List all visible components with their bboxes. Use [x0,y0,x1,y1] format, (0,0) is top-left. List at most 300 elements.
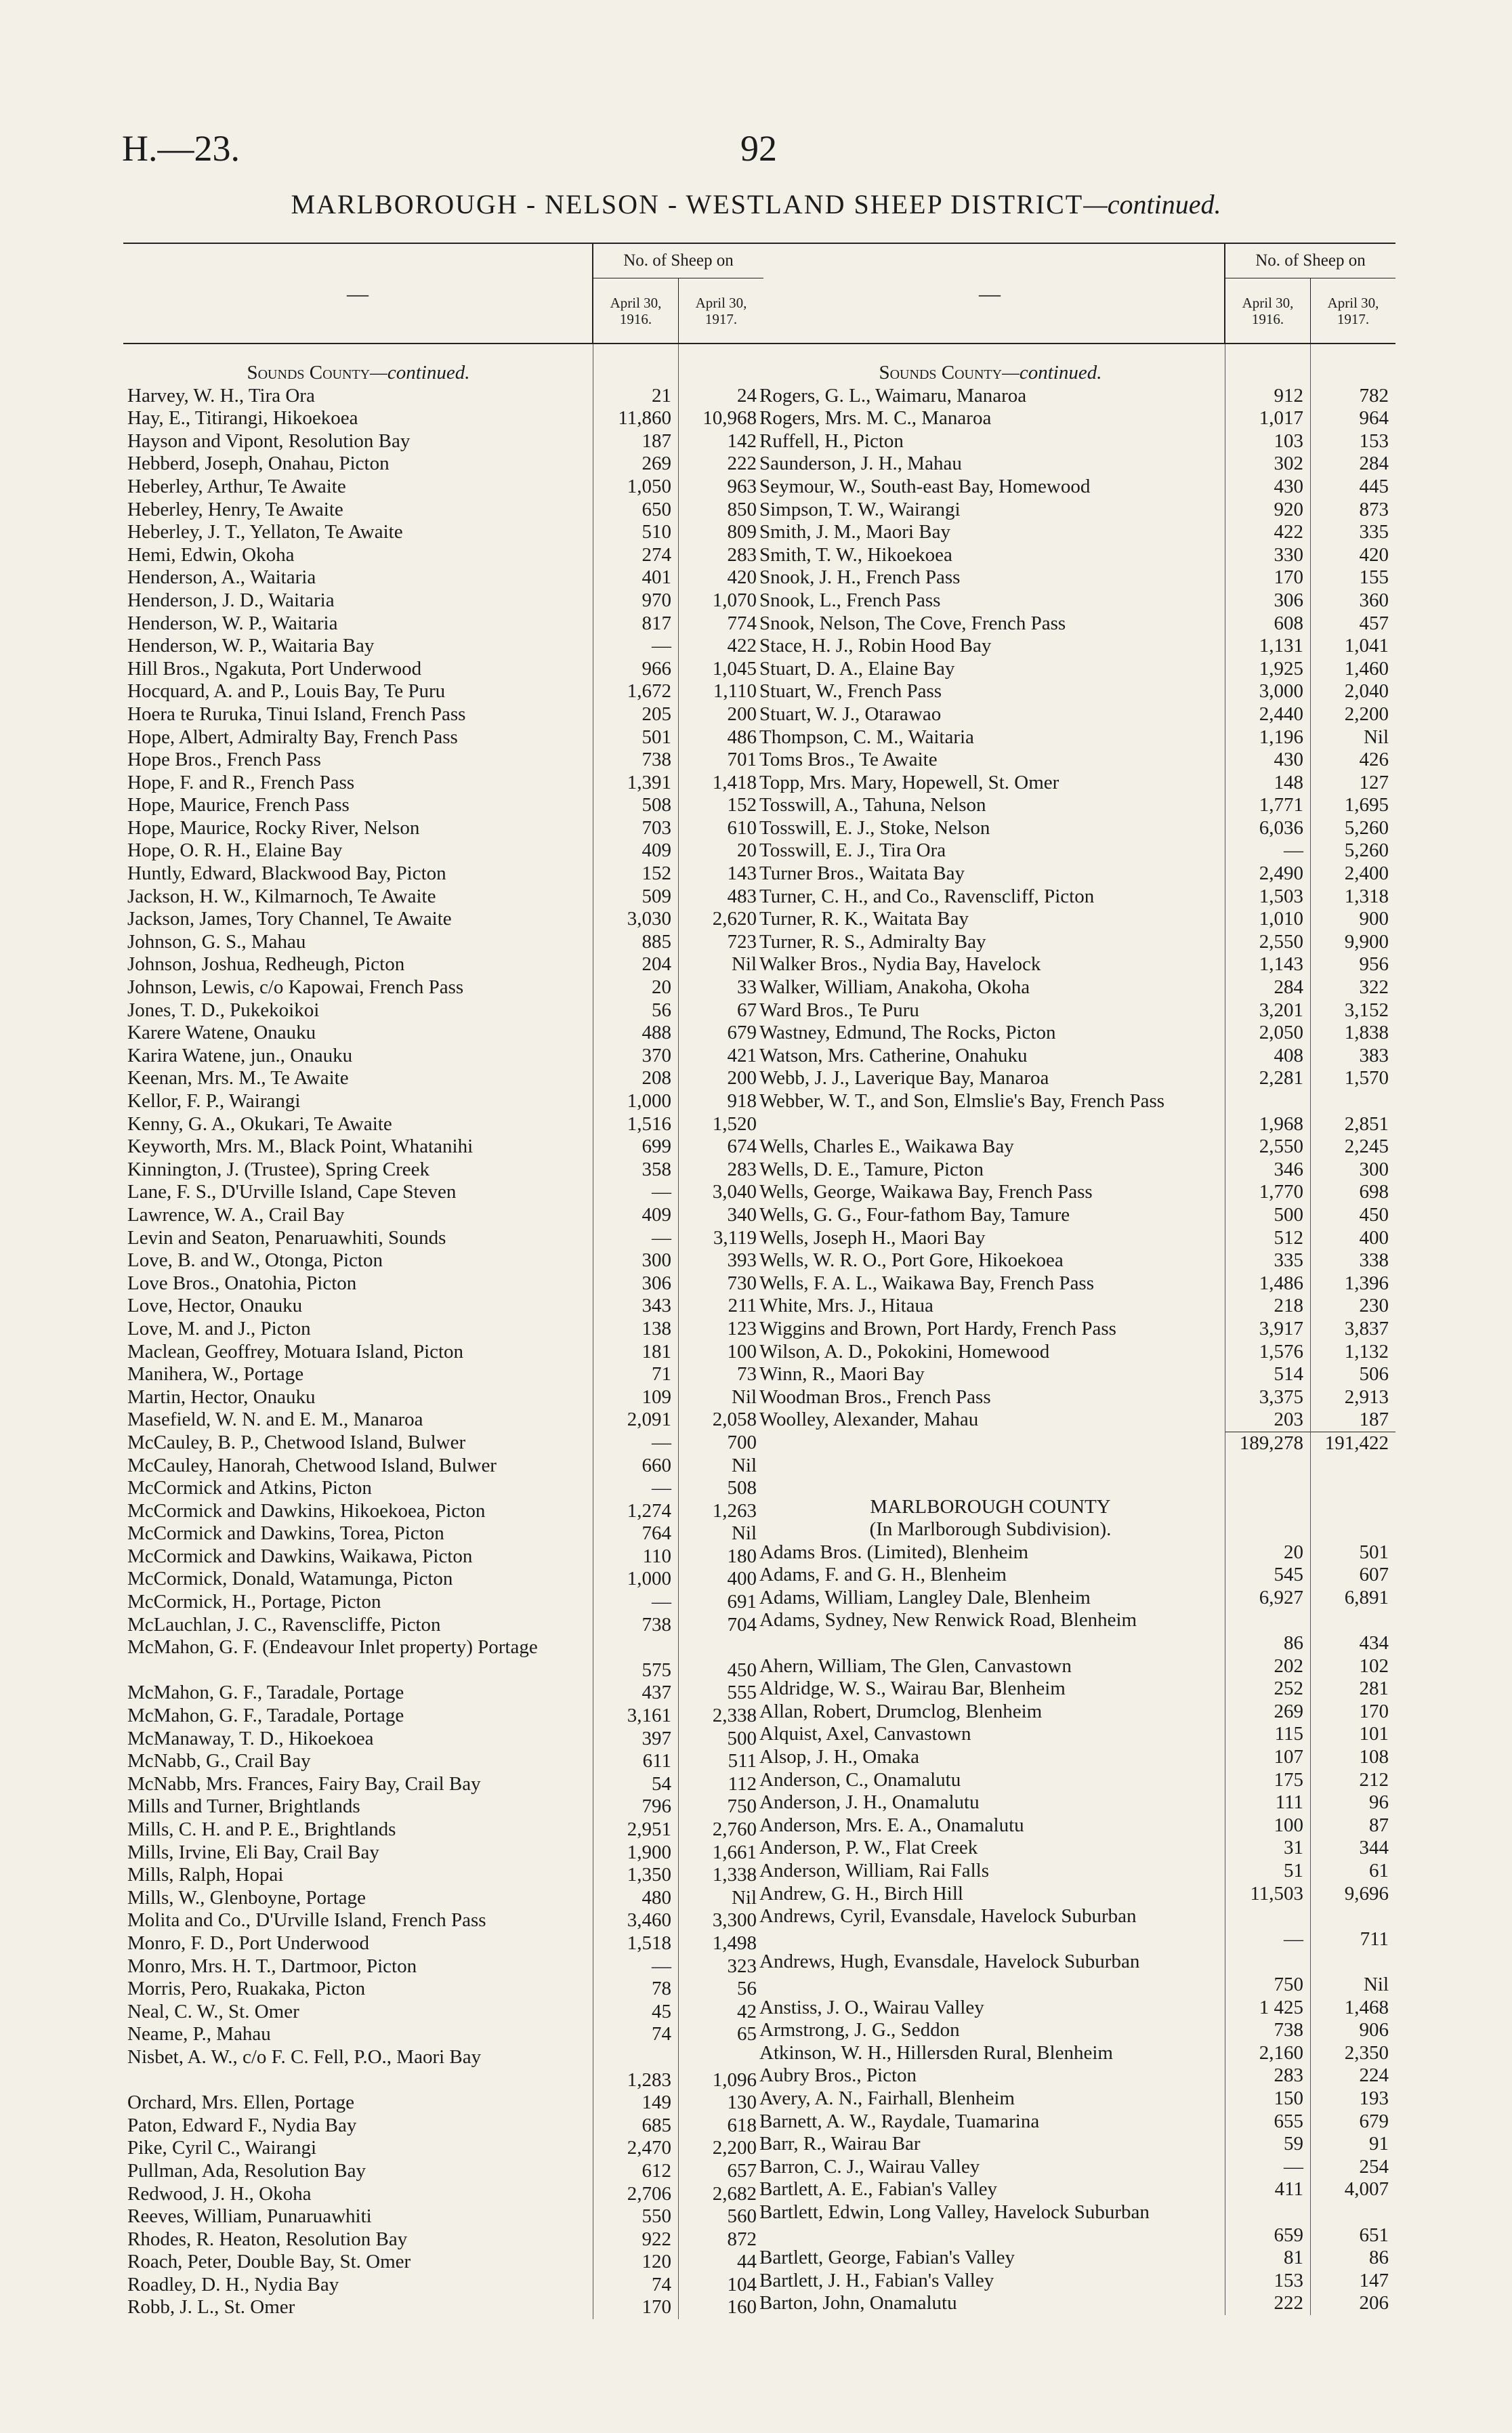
table-row [755,1022,1395,1045]
sheep-1916: 1,283 [627,2068,671,2091]
table-row [755,1159,1395,1182]
sheep-1917: 618 [727,2114,757,2136]
table-row [755,1204,1395,1227]
sheep-1917: 65 [737,2023,757,2045]
sheep-1916: 175 [1274,1768,1303,1791]
name-col-header: — [347,280,369,306]
sheep-1917: 155 [1359,566,1389,589]
sheep-1917: 86 [1369,2247,1389,2269]
sheep-1917: 3,300 [712,1909,757,1932]
table-row [755,1564,1395,1587]
owner-name: Smith, T. W., Hikoekoea [759,543,952,566]
table-row [755,1227,1395,1250]
owner-name: Hope, O. R. H., Elaine Bay [127,839,343,862]
owner-name: McCauley, Hanorah, Chetwood Island, Bulwer [127,1454,497,1476]
sheep-1916: 1,017 [1259,407,1303,430]
table-row [755,1136,1395,1159]
owner-name: Andrews, Cyril, Evansdale, Havelock Suburban [759,1905,1137,1928]
sheep-1916: 545 [1274,1564,1303,1586]
sheep-1916: 1,350 [627,1864,671,1886]
owner-name: Hope, F. and R., French Pass [127,771,355,793]
sheep-1917: 918 [727,1090,757,1112]
table-row [123,1636,763,1682]
owner-name: Allan, Robert, Drumclog, Blenheim [759,1700,1043,1722]
sheep-1917: 2,058 [712,1409,757,1431]
owner-name: Neame, P., Mahau [127,2023,271,2045]
sheep-1916: 550 [642,2205,671,2228]
sheep-1917: 2,913 [1344,1386,1389,1408]
sheep-1916: 608 [1274,612,1303,634]
sheep-1916: 500 [1274,1203,1303,1226]
sheep-1916: 3,030 [627,908,671,930]
sheep-1917: 283 [727,543,757,566]
table-row [755,1541,1395,1564]
sheep-1916: 346 [1274,1158,1303,1180]
owner-name: Anderson, Mrs. E. A., Onamalutu [759,1814,1024,1836]
table-row [755,453,1395,476]
owner-name: Anderson, J. H., Onamalutu [759,1791,980,1814]
sheep-1916: 738 [642,749,671,771]
table-row [123,476,763,499]
table-row [123,1386,763,1409]
table-row [123,1363,763,1386]
owner-name: Robb, J. L., St. Omer [127,2296,295,2318]
sheep-1917: 964 [1359,407,1389,430]
table-row [123,1295,763,1318]
table-row [755,430,1395,453]
sheep-1916: 45 [652,2000,671,2022]
sheep-group-header: No. of Sheep on [593,244,763,278]
sheep-1916: 422 [1274,521,1303,543]
sheep-1916: 514 [1274,1363,1303,1386]
sheep-1917: 501 [1359,1541,1389,1563]
sheep-1916: 222 [1274,2292,1303,2314]
owner-name: Armstrong, J. G., Seddon [759,2019,960,2041]
sheep-1916: 100 [1274,1814,1303,1836]
table-row [755,1090,1395,1136]
sheep-1916: 6,036 [1259,816,1303,839]
sheep-1917: 450 [727,1659,757,1681]
table-row [755,1951,1395,1996]
owner-name: Atkinson, W. H., Hillersden Rural, Blenheim [759,2041,1113,2064]
table-row [123,407,763,430]
owner-name: Stuart, W., French Pass [759,680,942,703]
sheep-1917: 445 [1359,475,1389,497]
sheep-1917: Nil [731,1386,757,1408]
sheep-1917: 1,338 [712,1864,757,1886]
sheep-1916: 1,143 [1259,953,1303,976]
sheep-1916: 202 [1274,1655,1303,1677]
sheep-1917: 200 [727,703,757,725]
table-row [755,1791,1395,1814]
sheep-1917: 700 [727,1431,757,1453]
table-row [755,1318,1395,1341]
owner-name: Mills, Ralph, Hopai [127,1864,284,1886]
sheep-1916: 509 [642,885,671,907]
owner-name: Hope Bros., French Pass [127,749,321,771]
table-row [123,1500,763,1523]
table-row [123,1728,763,1751]
sheep-1916: 650 [642,498,671,520]
table-row [123,1682,763,1705]
sheep-1917: 1,096 [712,2068,757,2091]
sheep-1917: 723 [727,930,757,953]
owner-name: McLauchlan, J. C., Ravenscliffe, Picton [127,1613,441,1636]
table-row [755,2064,1395,2087]
sheep-1916: 204 [642,953,671,976]
table-row [123,1932,763,1955]
owner-name: Henderson, A., Waitaria [127,566,316,589]
sheep-1916: 655 [1274,2110,1303,2132]
owner-name: Wastney, Edmund, The Rocks, Picton [759,1022,1056,1044]
sheep-1917: 67 [737,999,757,1021]
owner-name: McCormick, H., Portage, Picton [127,1591,381,1613]
sheep-1916: — [1284,1928,1303,1950]
table-row [123,1022,763,1045]
total-1917: 191,422 [1324,1432,1389,1454]
owner-name: Topp, Mrs. Mary, Hopewell, St. Omer [759,771,1059,793]
owner-name: Adams, F. and G. H., Blenheim [759,1564,1007,1586]
table-row [123,999,763,1022]
owner-name: Lawrence, W. A., Crail Bay [127,1203,345,1226]
sheep-1916: — [652,1181,671,1203]
sheep-1916: 480 [642,1886,671,1909]
table-row [123,1136,763,1159]
sheep-1917: 383 [1359,1044,1389,1066]
sheep-1916: 409 [642,1203,671,1226]
title-main: MARLBOROUGH - NELSON - WESTLAND SHEEP DISTRICT [291,189,1084,220]
sheep-1916: 284 [1274,976,1303,999]
sheep-1916: 1,503 [1259,885,1303,907]
table-row [123,385,763,408]
table-row [123,794,763,817]
sheep-1916: 2,440 [1259,703,1303,725]
sheep-1917: 211 [728,1295,757,1317]
sheep-1916: 1,771 [1259,794,1303,816]
owner-name: Mills, C. H. and P. E., Brightlands [127,1818,396,1840]
sheep-1916: 31 [1284,1837,1303,1859]
table-row [123,2274,763,2297]
sheep-1916: 269 [1274,1700,1303,1722]
table-row [755,839,1395,862]
sheep-1917: 1,110 [713,680,757,703]
sheep-1916: 750 [1274,1973,1303,1995]
sheep-1917: Nil [731,1522,757,1545]
table-row [755,1045,1395,1068]
sheep-1917: 1,041 [1344,635,1389,657]
sheep-1917: 24 [737,384,757,407]
owner-name: Molita and Co., D'Urville Island, French Pass [127,1909,486,1932]
col-1916-header: April 30, 1916. [1242,294,1294,327]
sheep-1917: 422 [727,635,757,657]
owner-name: Smith, J. M., Maori Bay [759,521,950,543]
owner-name: Wells, W. R. O., Port Gore, Hikoekoea [759,1249,1064,1272]
sheep-1917: 335 [1359,521,1389,543]
owner-name: Kinnington, J. (Trustee), Spring Creek [127,1158,429,1180]
sheep-1917: 679 [727,1022,757,1044]
table-row [123,1455,763,1478]
owner-name: Turner, R. K., Waitata Bay [759,908,969,930]
sheep-1916: 109 [642,1386,671,1408]
sheep-1916: — [652,1955,671,1977]
sheep-1916: 358 [642,1158,671,1180]
sheep-1916: 738 [642,1613,671,1636]
owner-name: McCormick and Dawkins, Torea, Picton [127,1522,444,1545]
owner-name: Monro, F. D., Port Underwood [127,1932,369,1954]
sheep-1917: 152 [727,794,757,816]
owner-name: Seymour, W., South-east Bay, Homewood [759,475,1091,497]
table-row [755,1860,1395,1883]
owner-name: Anderson, William, Rai Falls [759,1860,990,1881]
table-row [123,2183,763,2206]
sheep-1916: 1,000 [627,1090,671,1112]
table-row [123,703,763,726]
owner-name: Rhodes, R. Heaton, Resolution Bay [127,2228,408,2250]
sheep-1916: 51 [1284,1860,1303,1881]
sheep-1916: 120 [642,2251,671,2273]
page-title [0,188,1512,220]
owner-name: Andrews, Hugh, Evansdale, Havelock Suburban [759,1951,1140,1973]
sheep-1917: 2,200 [1344,703,1389,725]
owner-name: Saunderson, J. H., Mahau [759,453,962,475]
sheep-1917: 100 [727,1340,757,1363]
sheep-1916: 1,131 [1259,635,1303,657]
sheep-1916: 1,000 [627,1568,671,1590]
table-row [755,1746,1395,1769]
table-row [123,1341,763,1364]
sheep-1917: 3,119 [713,1226,757,1249]
owner-name: Walker, William, Anakoha, Okoha [759,976,1030,999]
table-row [123,1568,763,1591]
sheep-1916: 1 425 [1259,1996,1303,2018]
table-row [123,589,763,612]
owner-name: Morris, Pero, Ruakaka, Picton [127,1978,366,2000]
owner-name: Mills, W., Glenboyne, Portage [127,1886,366,1909]
sheep-1917: 1,132 [1344,1340,1389,1363]
owner-name: Tosswill, E. J., Stoke, Nelson [759,816,990,839]
sheep-1916: 2,706 [627,2182,671,2205]
sheep-1916: 411 [1274,2178,1303,2201]
sheep-1917: 426 [1359,749,1389,771]
sheep-1916: — [652,1431,671,1453]
table-row [755,1386,1395,1409]
owner-name: Andrew, G. H., Birch Hill [759,1882,963,1905]
owner-name: Henderson, W. P., Waitaria [127,612,338,634]
table-row [123,1272,763,1295]
owner-name: Heberley, Arthur, Te Awaite [127,475,346,497]
table-row [123,612,763,636]
sheep-1917: 230 [1359,1295,1389,1317]
sheep-1917: 73 [737,1363,757,1386]
sheep-1916: 181 [642,1340,671,1363]
sheep-1917: 1,570 [1344,1067,1389,1089]
table-row [755,2178,1395,2201]
sheep-1916: 3,917 [1259,1317,1303,1339]
owner-name: Wells, Charles E., Waikawa Bay [759,1136,1014,1158]
table-row [123,1818,763,1842]
table-row [123,658,763,681]
sheep-1917: 33 [737,976,757,999]
owner-name: Orchard, Mrs. Ellen, Portage [127,2092,355,2114]
sheep-1917: 170 [1359,1700,1389,1722]
table-row [123,1432,763,1455]
sheep-1916: 430 [1274,475,1303,497]
sheep-1917: 200 [727,1067,757,1089]
table-row [123,1591,763,1614]
table-row [123,1090,763,1113]
sheep-1917: 344 [1359,1837,1389,1859]
sheep-1917: 108 [1359,1746,1389,1768]
table-row [755,703,1395,726]
table-row [123,635,763,658]
owner-name: Simpson, T. W., Wairangi [759,498,961,520]
table-row [755,544,1395,567]
sheep-1917: 224 [1359,2064,1389,2087]
owner-name: Mills and Turner, Brightlands [127,1795,360,1818]
table-row [123,1045,763,1068]
sheep-1917: 2,620 [712,908,757,930]
owner-name: McNabb, G., Crail Bay [127,1750,311,1772]
sheep-1916: 1,518 [627,1932,671,1954]
table-row [755,886,1395,909]
owner-name: Adams Bros. (Limited), Blenheim [759,1541,1029,1563]
table-row [123,749,763,772]
sheep-1917: 127 [1359,771,1389,793]
table-row [755,1341,1395,1364]
sheep-1916: 738 [1274,2019,1303,2041]
owner-name: Snook, Nelson, The Cove, French Pass [759,612,1066,634]
sheep-1916: 152 [642,862,671,885]
sheep-1917: 254 [1359,2155,1389,2178]
sheep-1917: 10,968 [702,407,757,430]
sheep-1916: 2,490 [1259,862,1303,885]
owner-name: Stace, H. J., Robin Hood Bay [759,635,992,657]
sheep-1916: 111 [1275,1791,1303,1814]
table-row [755,1814,1395,1837]
table-row [755,817,1395,840]
owner-name: Woolley, Alexander, Mahau [759,1409,979,1431]
table-row [755,1837,1395,1860]
owner-name: Woodman Bros., French Pass [759,1386,991,1408]
sheep-1917: 61 [1369,1860,1389,1881]
owner-name: Webber, W. T., and Son, Elmslie's Bay, French Pass [759,1090,1165,1112]
sheep-1917: 3,837 [1344,1317,1389,1339]
sheep-1916: 1,770 [1259,1181,1303,1203]
owner-name: Johnson, G. S., Mahau [127,930,306,953]
owner-name: Snook, L., French Pass [759,589,941,611]
table-row [123,1249,763,1272]
table-row [123,2046,763,2092]
sheep-1917: 3,152 [1344,999,1389,1021]
sheep-1916: 110 [642,1545,671,1567]
table-row [755,953,1395,976]
table-row [123,1522,763,1545]
table-row [123,521,763,544]
table-row [123,886,763,909]
owner-name: Heberley, J. T., Yellaton, Te Awaite [127,521,403,543]
owner-name: Aubry Bros., Picton [759,2064,917,2087]
owner-name: Wells, G. G., Four-fathom Bay, Tamure [759,1203,1070,1226]
owner-name: Barron, C. J., Wairau Valley [759,2155,980,2178]
sheep-1917: 102 [1359,1655,1389,1677]
sheep-1916: 409 [642,839,671,862]
sheep-1917: 774 [727,612,757,634]
sheep-1916: 103 [1274,430,1303,452]
report-code: H.—23. [122,128,240,169]
sheep-1916: 685 [642,2114,671,2136]
sheep-1917: 5,260 [1344,839,1389,862]
sheep-1916: 86 [1284,1632,1303,1655]
owner-name: Love, B. and W., Otonga, Picton [127,1249,383,1272]
sheep-1916: 20 [1284,1541,1303,1563]
owner-name: Mills, Irvine, Eli Bay, Crail Bay [127,1841,379,1863]
table-row [123,2023,763,2046]
sheep-1917: 206 [1359,2292,1389,2314]
table-row [123,1545,763,1568]
table-row [755,908,1395,931]
sheep-1916: 2,550 [1259,930,1303,953]
table-row [123,1864,763,1887]
owner-name: Manihera, W., Portage [127,1363,304,1386]
section-heading-marlborough: MARLBOROUGH COUNTY [870,1495,1111,1518]
sheep-1917: 340 [727,1203,757,1226]
sheep-1916: 3,161 [627,1705,671,1727]
sheep-1917: 508 [727,1477,757,1499]
table-row [123,1887,763,1910]
sheep-1917: 850 [727,498,757,520]
owner-name: Bartlett, A. E., Fabian's Valley [759,2178,998,2201]
sheep-1917: Nil [1363,1973,1389,1995]
sheep-1916: 1,274 [627,1499,671,1522]
sheep-1916: 430 [1274,749,1303,771]
owner-name: McCormick and Atkins, Picton [127,1477,372,1499]
sheep-1916: 611 [642,1750,671,1772]
sheep-1916: 170 [642,2296,671,2318]
left-table-body [123,344,763,2319]
name-col-header: — [979,280,1001,306]
owner-name: Love, Hector, Onauku [127,1295,303,1317]
owner-name: Pike, Cyril C., Wairangi [127,2137,317,2159]
table-header [123,244,763,344]
sheep-1917: 180 [727,1545,757,1567]
table-row [123,1181,763,1204]
table-row [755,1181,1395,1204]
sheep-1917: 112 [728,1772,757,1795]
sheep-1916: 397 [642,1727,671,1749]
sheep-1916: 11,503 [1250,1882,1303,1905]
table-row [123,2115,763,2138]
sheep-1917: 2,760 [712,1818,757,1840]
sheep-1917: 193 [1359,2087,1389,2109]
table-row [755,1905,1395,1951]
sheep-1917: 281 [1359,1678,1389,1700]
owner-name: Barton, John, Onamalutu [759,2292,957,2314]
table-row [755,2292,1395,2315]
owner-name: Alsop, J. H., Omaka [759,1746,920,1768]
sheep-1917: 809 [727,521,757,543]
table-row [123,2092,763,2115]
sheep-1917: 560 [727,2205,757,2228]
table-row [755,1678,1395,1701]
sheep-1917: 96 [1369,1791,1389,1814]
table-row [755,658,1395,681]
sheep-1916: 437 [642,1682,671,1704]
table-row [755,1272,1395,1295]
sheep-1916: 912 [1274,384,1303,407]
sheep-1916: 20 [652,976,671,999]
owner-name: Keyworth, Mrs. M., Black Point, Whatanihi [127,1136,474,1158]
sheep-1916: 218 [1274,1295,1303,1317]
